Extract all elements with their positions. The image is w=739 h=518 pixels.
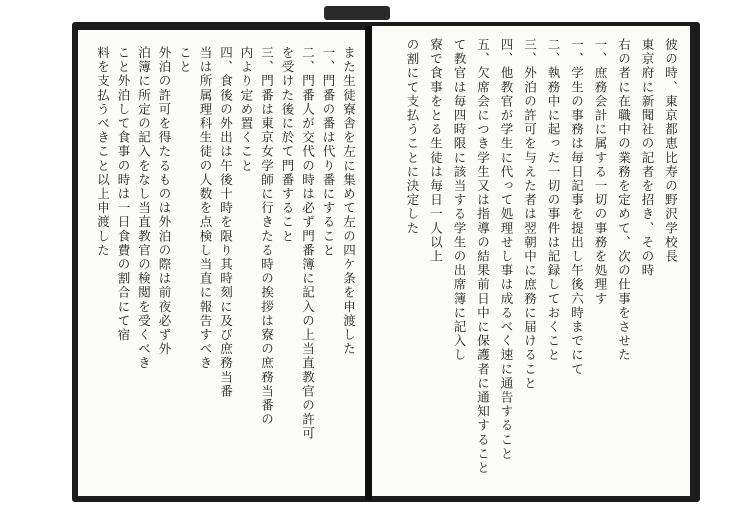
- text-column: を受けた後に於て門番すること: [280, 46, 295, 244]
- text-column: 彼の時、東京都恵比寿の野沢学校長: [663, 38, 679, 264]
- text-column: 一、学生の事務は毎日記事を提出し午後六時までにて: [569, 38, 585, 377]
- text-column: 一、庶務会計に属する一切の事務を処理す: [593, 38, 608, 306]
- text-column: 五、欠席会につき学生又は指導の結果前日中に保護者に通知すること: [475, 38, 491, 476]
- text-column: 内より定め置くこと: [239, 46, 254, 173]
- left-page: [78, 30, 365, 496]
- text-column: て教官は毎四時限に該当する学生の出席簿に記入し: [452, 38, 467, 363]
- text-column: 東京府に新聞社の記者を招き、その時: [640, 38, 655, 278]
- text-column: 三、外泊の許可を与えた者は翌朝中に庶務に届けること: [522, 38, 538, 391]
- text-column: また生徒寮舎を左に集めて左の四ケ条を申渡した: [341, 46, 357, 357]
- text-column: 二、執務中に起った一切の事件は記録しておくこと: [546, 38, 561, 363]
- text-column: 四、食後の外出は午後十時を限り其時刻に及び庶務当番: [218, 46, 234, 399]
- text-column: 当は所属理科生徒の人数を点検し当直に報告すべき: [198, 46, 213, 371]
- text-column: の割にて支払うことに決定した: [405, 38, 420, 236]
- text-column: 二、門番人が交代の時は必ず門番簿に記入の上当直教官の許可: [300, 46, 316, 441]
- book-spine: [365, 26, 372, 500]
- text-column: こと外泊して食事の時は一日食費の割合にて宿: [116, 46, 131, 343]
- text-column: 右の者に在職中の業務を定めて、次の仕事をさせた: [616, 38, 632, 363]
- text-column: こと: [177, 46, 193, 75]
- right-page: [372, 26, 690, 496]
- text-column: 料を支払うべきこと以上申渡した: [95, 46, 111, 258]
- text-column: 一、門番の番は代り番にすること: [321, 46, 336, 258]
- text-column: 泊簿に所定の記入をなし当直教官の検閲を受くべき: [136, 46, 152, 371]
- text-column: 四、他教官が学生に代って処理せし事は成るべく速に通告すること: [499, 38, 514, 461]
- text-column: 外泊の許可を得たるものは外泊の際は前夜必ず外: [157, 46, 172, 357]
- text-column: 寮で食事をとる生徒は毎日一人以上: [428, 38, 444, 264]
- binding-tab: [324, 6, 390, 20]
- text-column: 三、門番は東京女学師に行きたる時の挨拶は寮の庶務当番の: [259, 46, 275, 427]
